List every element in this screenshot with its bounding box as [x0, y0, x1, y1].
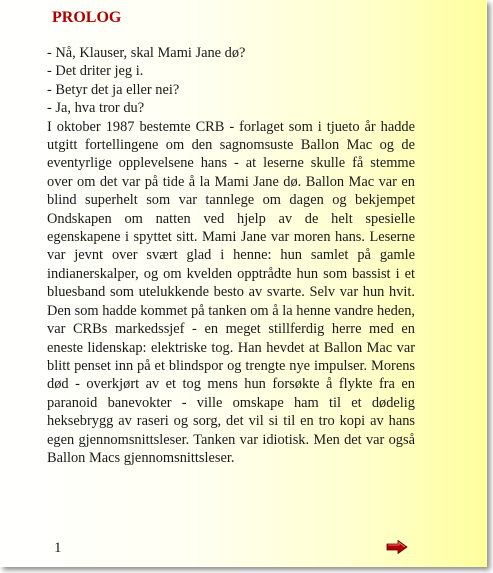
body-paragraph: I oktober 1987 bestemte CRB - forlaget som i tjueto år hadde utgitt fortellingene om den sagnomsuste Ballon Mac og de eventyrlige opplevelsene hans - at leserne skulle få stemme over om det var på tide å la Mami Jane dø. Ballon Mac var en blind superhelt som var tannlege om dagen og bekjempet Ondskapen om natten ved hjelp av de helt spesielle egenskapene i spyttet sitt. Mami Jane var moren hans. Leserne var jevnt over svært glad i henne: hun samlet på gamle indianerskalper, og om kvelden opptrådte hun som bassist i et bluesband som utelukkende besto av svarte. Selv var hun hvit. Den som hadde kommet på tanken om å la henne vandre heden, var CRBs markedssjef - en meget stillferdig herre med en eneste lidenskap: elektriske tog. Han hevdet at Ballon Mac var blitt penset inn på et blindspor og trengte nye impulser. Morens død - overkjørt av et tog mens hun forsøkte å flykte fra en paranoid banevokter - ville omskape ham til et dødelig heksebrygg av raseri og sorg, det vil si til en tro kopi av hans egen gjennomsnittsleser. Tanken var idiotisk. Men det var også Ballon Macs gjennomsnittsleser.: [47, 118, 415, 466]
page-body: [47, 44, 415, 467]
next-page-button[interactable]: [386, 540, 408, 554]
dialogue-line: - Betyr det ja eller nei?: [47, 81, 180, 98]
dialogue-line: - Nå, Klauser, skal Mami Jane dø?: [47, 45, 246, 61]
dialogue-line: - Det driter jeg i.: [47, 63, 144, 80]
chapter-title: PROLOG: [52, 9, 122, 26]
right-arrow-icon: [386, 540, 408, 554]
dialogue-line: - Ja, hva tror du?: [47, 100, 145, 117]
page-number: 1: [54, 540, 62, 556]
